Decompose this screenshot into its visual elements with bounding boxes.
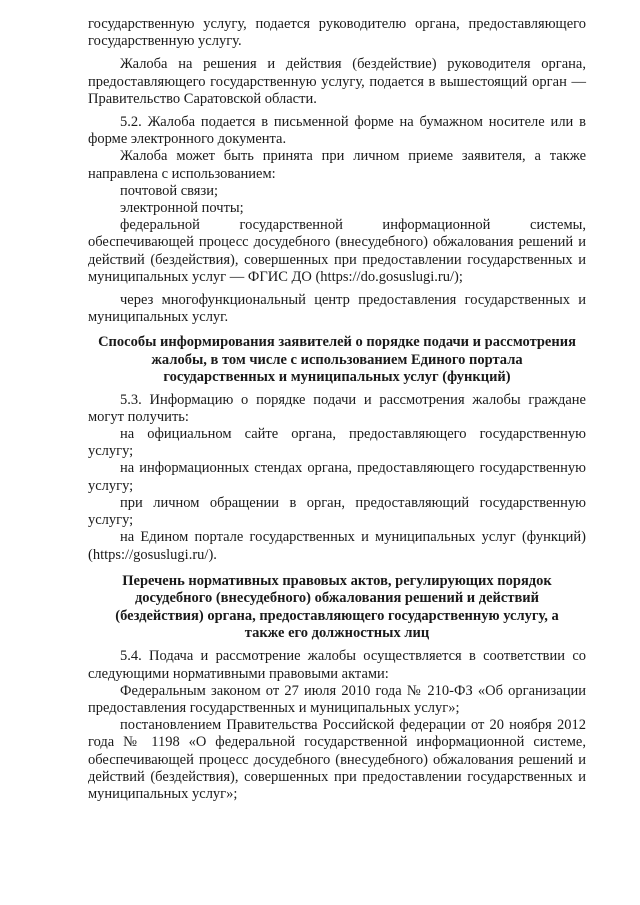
paragraph-personal-reception: Жалоба может быть принята при личном приеме заявителя, а также направлена с использованием:: [88, 148, 586, 182]
paragraph-5-4: 5.4. Подача и рассмотрение жалобы осуществляется в соответствии со следующими нормативными правовыми актами:: [88, 648, 586, 682]
heading-line: государственных и муниципальных услуг (функций): [163, 369, 511, 386]
list-item-personal-visit: при личном обращении в орган, предоставляющий государственную услугу;: [88, 494, 586, 529]
list-item-resolution-1198: постановлением Правительства Российской федерации от 20 ноября 2012 года № 1198 «О федеральной государственной информационной системе, обеспечивающей процесс досудебного (внесудебного) обжалования решений и действий (бездействия), совершенных при предоставлении государственных и муниципальных услуг»;: [88, 717, 586, 802]
list-item-fgis-do: федеральной государственной информационной системы, обеспечивающей процесс досудебного (внесудебного) обжалования решений и действий (бездействия), совершенных при предоставлении государственных и муниципальных услуг — ФГИС ДО (https://do.gosuslugi.ru/);: [88, 217, 586, 285]
list-item-email: электронной почты;: [120, 200, 244, 217]
list-item-official-site: на официальном сайте органа, предоставляющего государственную услугу;: [88, 426, 586, 460]
heading-line: жалобы, в том числе с использованием Единого портала: [151, 351, 523, 368]
heading-line: Способы информирования заявителей о порядке подачи и рассмотрения: [98, 334, 576, 351]
paragraph-complaint-head: Жалоба на решения и действия (бездействие) руководителя органа, предоставляющего государственную услугу, подается в вышестоящий орган — Правительство Саратовской области.: [88, 56, 586, 107]
list-item-postal: почтовой связи;: [120, 182, 218, 199]
list-item-unified-portal: на Едином портале государственных и муниципальных услуг (функций) (https://gosuslugi.ru/).: [88, 529, 586, 563]
section-heading-informing: [88, 334, 586, 386]
list-item-info-stands: на информационных стендах органа, предоставляющего государственную услугу;: [88, 460, 586, 494]
paragraph-continuation: государственную услугу, подается руководителю органа, предоставляющего государственную услугу.: [88, 16, 586, 50]
heading-line: также его должностных лиц: [244, 624, 430, 641]
heading-line: Перечень нормативных правовых актов, регулирующих порядок: [122, 572, 552, 589]
list-item-mfc: через многофункциональный центр предоставления государственных и муниципальных услуг.: [88, 292, 586, 326]
paragraph-5-3: 5.3. Информацию о порядке подачи и рассмотрения жалобы граждане могут получить:: [88, 391, 586, 425]
heading-line: досудебного (внесудебного) обжалования решений и действий: [134, 590, 540, 607]
heading-line: (бездействия) органа, предоставляющего государственную услугу, а: [115, 607, 559, 624]
paragraph-5-2: 5.2. Жалоба подается в письменной форме на бумажном носителе или в форме электронного документа.: [88, 114, 586, 148]
list-item-federal-law-210: Федеральным законом от 27 июля 2010 года № 210-ФЗ «Об организации предоставления государственных и муниципальных услуг»;: [88, 682, 586, 716]
section-heading-legal-acts: [88, 573, 586, 643]
